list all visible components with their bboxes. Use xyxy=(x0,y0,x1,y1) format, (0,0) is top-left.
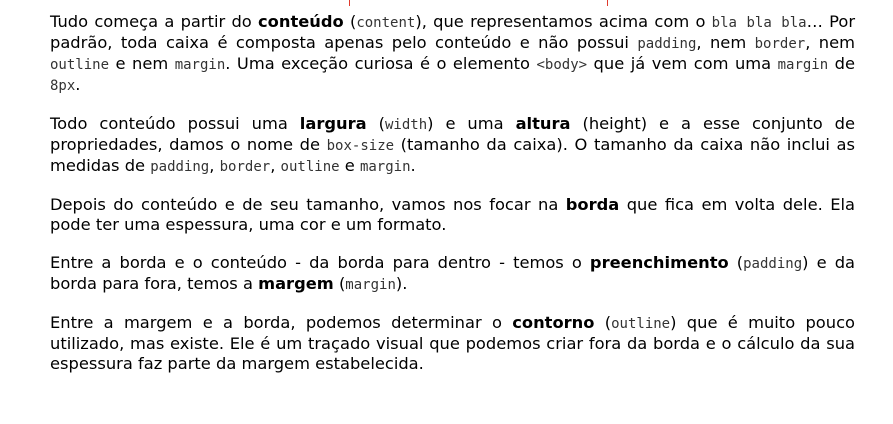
inline-code: box-size xyxy=(326,138,395,154)
text-run: Todo conteúdo possui uma xyxy=(50,114,300,133)
text-run: , nem xyxy=(805,33,856,52)
box-edge-marker-left xyxy=(349,0,350,6)
article-body xyxy=(50,12,855,392)
text-run: ( xyxy=(594,313,612,332)
paragraph-box-size xyxy=(50,114,855,177)
inline-code: bla bla bla xyxy=(711,15,807,31)
bold-term: contorno xyxy=(512,313,595,332)
text-run: e xyxy=(339,156,360,175)
inline-code: margin xyxy=(174,57,226,73)
text-run: . xyxy=(410,156,416,175)
text-run: Entre a borda e o conteúdo - da borda para dentro - temos o xyxy=(50,253,590,272)
text-run: ( xyxy=(333,274,346,293)
inline-code: outline xyxy=(611,316,671,332)
paragraph-padding-margin xyxy=(50,253,855,295)
text-run: . Uma exceção curiosa é o elemento xyxy=(225,54,537,73)
text-run: (tamanho da caixa). O tamanho da caixa não inclui as medidas de xyxy=(50,135,856,175)
inline-code: padding xyxy=(150,159,210,175)
text-run: ) e da borda para fora, temos a xyxy=(50,253,856,293)
inline-code: margin xyxy=(359,159,411,175)
text-run: ( xyxy=(728,253,744,272)
bold-term: largura xyxy=(299,114,367,133)
text-run: que já vem com uma xyxy=(587,54,778,73)
text-run: (height) e a esse conjunto de propriedades, damos o nome de xyxy=(50,114,855,154)
text-run: que fica em volta dele. Ela pode ter uma espessura, uma cor e um formato. xyxy=(50,195,855,234)
text-run: , nem xyxy=(696,33,755,52)
inline-code: outline xyxy=(50,57,110,73)
inline-code: margin xyxy=(345,277,396,293)
inline-code: content xyxy=(356,15,416,31)
text-run: ), que representamos acima com o xyxy=(415,12,712,31)
text-run: ) que é muito pouco utilizado, mas existe. Ele é um traçado visual que podemos criar fora da borda e o cálculo da sua espessura faz parte da margem estabelecida. xyxy=(50,313,855,373)
inline-code: padding xyxy=(743,256,803,272)
text-run: , xyxy=(270,156,281,175)
inline-code: <body> xyxy=(536,57,588,73)
paragraph-outline xyxy=(50,313,855,374)
paragraph-border xyxy=(50,195,855,235)
text-run: . xyxy=(75,75,81,94)
text-run: Depois do conteúdo e de seu tamanho, vamos nos focar na xyxy=(50,195,566,214)
bold-term: margem xyxy=(258,274,334,293)
paragraph-content xyxy=(50,12,855,96)
inline-code: padding xyxy=(637,36,697,52)
bold-term: preenchimento xyxy=(589,253,729,272)
inline-code: 8px xyxy=(50,78,76,94)
text-run: ). xyxy=(395,274,408,293)
bold-term: conteúdo xyxy=(258,12,344,31)
inline-code: outline xyxy=(280,159,340,175)
inline-code: margin xyxy=(777,57,829,73)
text-run: Entre a margem e a borda, podemos determinar o xyxy=(50,313,513,332)
inline-code: border xyxy=(219,159,271,175)
box-edge-marker-right xyxy=(607,0,608,6)
text-run: ) e uma xyxy=(427,114,516,133)
text-run: , xyxy=(209,156,220,175)
bold-term: borda xyxy=(565,195,620,214)
inline-code: width xyxy=(384,117,428,133)
text-run: Tudo começa a partir do xyxy=(50,12,259,31)
text-run: de xyxy=(828,54,856,73)
text-run: e nem xyxy=(109,54,175,73)
bold-term: altura xyxy=(515,114,571,133)
text-run: ( xyxy=(343,12,357,31)
inline-code: border xyxy=(754,36,806,52)
text-run: ( xyxy=(366,114,385,133)
text-run: … Por padrão, toda caixa é composta apenas pelo conteúdo e não possui xyxy=(50,12,856,52)
